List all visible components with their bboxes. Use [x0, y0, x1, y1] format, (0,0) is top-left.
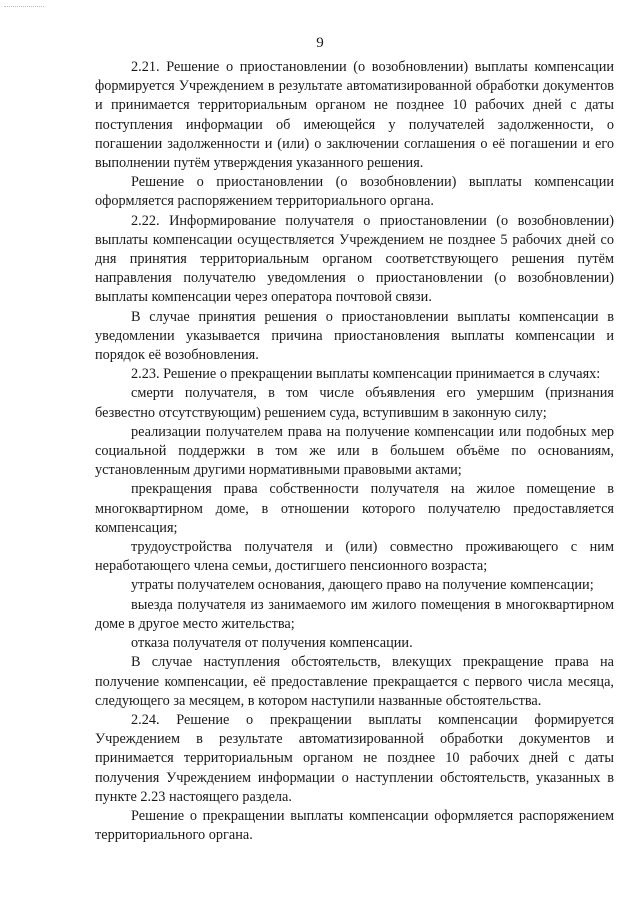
paragraph-2-23: 2.23. Решение о прекращении выплаты компенсации принимается в случаях:	[131, 366, 601, 383]
paragraph-2-21: 2.21. Решение о приостановлении (о возобновлении) выплаты компенсации формируется Учреждением в результате автоматизированной обработки документов и принимается территориальным органом не позднее 10 рабочих дней с даты поступления информации об имеющейся у получателей задолженности, о погашении задолженности и (или) о заключении соглашения о её погашении и его выполнении путём утверждения указанного решения.	[95, 59, 614, 172]
paragraph-2-21-order: Решение о приостановлении (о возобновлении) выплаты компенсации оформляется распоряжением территориального органа.	[95, 174, 614, 210]
list-item-refusal: отказа получателя от получения компенсации.	[131, 635, 413, 652]
paragraph-2-24: 2.24. Решение о прекращении выплаты компенсации формируется Учреждением в результате автоматизированной обработки документов и принимается территориальным органом не позднее 10 рабочих дней с даты получения Учреждением информации о наступлении обстоятельств, указанных в пункте 2.23 настоящего раздела.	[95, 711, 614, 805]
page-number: 9	[316, 35, 324, 51]
list-item-other-support: реализации получателем права на получение компенсации или подобных мер социальной поддержки в том же или в большем объёме по основаниям, установленным другими нормативными правовыми актами;	[95, 423, 614, 479]
paragraph-2-23-termination: В случае наступления обстоятельств, влекущих прекращение права на получение компенсации, её предоставление прекращается с первого числа месяца, следующего за месяцем, в котором наступили названные обстоятельства.	[95, 654, 614, 709]
list-item-basis-loss: утраты получателем основания, дающего право на получение компенсации;	[131, 577, 594, 594]
list-item-death: смерти получателя, в том числе объявления его умершим (признания безвестно отсутствующим) решением суда, вступившим в законную силу;	[95, 385, 614, 421]
paragraph-2-24-order: Решение о прекращении выплаты компенсации оформляется распоряжением территориального органа.	[95, 807, 614, 844]
list-item-ownership-end: прекращения права собственности получателя на жилое помещение в многоквартирном доме, в отношении которого получателю предоставляется компенсация;	[95, 481, 614, 536]
list-item-relocation: выезда получателя из занимаемого им жилого помещения в многоквартирном доме в другое место жительства;	[95, 596, 614, 632]
list-item-employment: трудоустройства получателя и (или) совместно проживающего с ним неработающего члена семьи, достигшего пенсионного возраста;	[95, 539, 614, 575]
scan-artifact	[4, 6, 44, 8]
paragraph-2-22: 2.22. Информирование получателя о приостановлении (о возобновлении) выплаты компенсации осуществляется Учреждением не позднее 5 рабочих дней со дня принятия территориальным органом соответствующего решения путём направления получателю уведомления о приостановлении (о возобновлении) выплаты компенсации через оператора почтовой связи.	[95, 212, 614, 306]
document-body	[95, 58, 614, 845]
paragraph-2-22-notice: В случае принятия решения о приостановлении выплаты компенсации в уведомлении указывается причина приостановления выплаты компенсации и порядок её возобновления.	[95, 308, 614, 364]
